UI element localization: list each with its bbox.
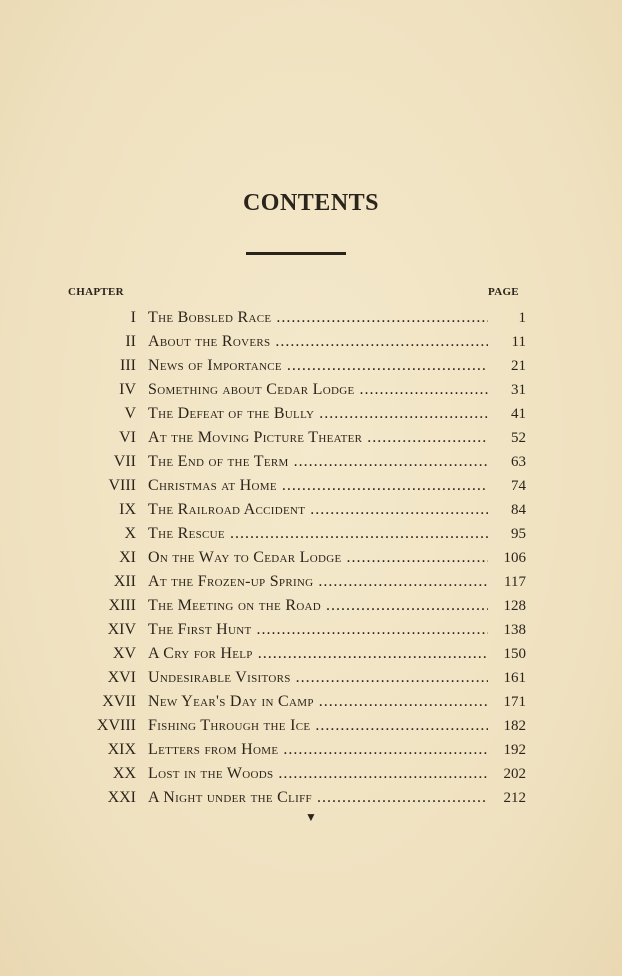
chapter-page: 171: [503, 694, 526, 710]
chapter-title: About the Rovers .....: [148, 330, 488, 354]
chapter-page: 212: [503, 790, 526, 806]
chapter-title: The Railroad Accident .....: [148, 498, 488, 522]
toc-row: [0, 786, 622, 810]
chapter-title: The Bobsled Race .....: [148, 306, 488, 330]
toc-row: [0, 306, 622, 330]
toc-row: [0, 426, 622, 450]
chapter-number: XV: [112, 645, 136, 662]
chapter-title: Fishing Through the Ice .....: [148, 714, 488, 738]
toc-row: [0, 402, 622, 426]
toc-row: [0, 498, 622, 522]
chapter-number: XXI: [107, 789, 136, 806]
toc-row: [0, 450, 622, 474]
chapter-title: The First Hunt .....: [148, 618, 488, 642]
ornament-icon: ▼: [305, 810, 317, 824]
chapter-page: 106: [503, 550, 526, 566]
chapter-page: 11: [511, 334, 526, 350]
chapter-title: Something about Cedar Lodge .....: [148, 378, 488, 402]
chapter-page: 202: [503, 766, 526, 782]
chapter-title: A Night under the Cliff .....: [148, 786, 488, 810]
toc-row: [0, 642, 622, 666]
toc-row: [0, 690, 622, 714]
toc-row: [0, 762, 622, 786]
toc-row: [0, 354, 622, 378]
chapter-title: Christmas at Home .....: [148, 474, 488, 498]
chapter-number: XIV: [107, 621, 136, 638]
chapter-page: 95: [511, 526, 526, 542]
chapter-page: 192: [503, 742, 526, 758]
page-column-header: PAGE: [488, 286, 519, 298]
chapter-number: XX: [112, 765, 136, 782]
chapter-number: XIII: [108, 597, 136, 614]
chapter-page: 31: [511, 382, 526, 398]
toc-row: [0, 618, 622, 642]
chapter-page: 63: [511, 454, 526, 470]
chapter-number: VI: [119, 429, 136, 446]
chapter-title: The End of the Term .....: [148, 450, 488, 474]
chapter-title: Letters from Home .....: [148, 738, 488, 762]
chapter-title: News of Importance .....: [148, 354, 488, 378]
chapter-title: New Year's Day in Camp .....: [148, 690, 488, 714]
chapter-page: 21: [511, 358, 526, 374]
chapter-title: At the Moving Picture Theater .....: [148, 426, 488, 450]
chapter-number: XVII: [102, 693, 136, 710]
toc-row: [0, 594, 622, 618]
chapter-page: 84: [511, 502, 526, 518]
chapter-number: XVI: [107, 669, 136, 686]
chapter-number: VII: [113, 453, 136, 470]
toc-row: [0, 570, 622, 594]
toc-row: [0, 714, 622, 738]
chapter-number: V: [124, 405, 136, 422]
chapter-page: 52: [511, 430, 526, 446]
chapter-page: 138: [503, 622, 526, 638]
toc-row: [0, 522, 622, 546]
page-title: CONTENTS: [242, 190, 380, 216]
chapter-number: I: [130, 309, 136, 326]
toc-row: [0, 738, 622, 762]
chapter-number: XII: [113, 573, 136, 590]
chapter-title: At the Frozen-up Spring .....: [148, 570, 488, 594]
chapter-page: 150: [503, 646, 526, 662]
chapter-title: A Cry for Help .....: [148, 642, 488, 666]
chapter-title: Undesirable Visitors .....: [148, 666, 488, 690]
chapter-number: X: [124, 525, 136, 542]
chapter-number: III: [120, 357, 136, 374]
chapter-page: 1: [518, 310, 526, 326]
chapter-page: 41: [511, 406, 526, 422]
chapter-title: On the Way to Cedar Lodge .....: [148, 546, 488, 570]
toc-row: [0, 546, 622, 570]
chapter-page: 74: [511, 478, 526, 494]
toc-row: [0, 378, 622, 402]
chapter-number: XVIII: [96, 717, 136, 734]
chapter-number: VIII: [108, 477, 136, 494]
chapter-number: IV: [119, 381, 136, 398]
toc-row: [0, 474, 622, 498]
chapter-title: The Meeting on the Road .....: [148, 594, 488, 618]
chapter-page: 161: [503, 670, 526, 686]
chapter-number: IX: [119, 501, 136, 518]
chapter-title: Lost in the Woods .....: [148, 762, 488, 786]
chapter-page: 128: [503, 598, 526, 614]
toc-row: [0, 666, 622, 690]
chapter-number: XI: [119, 549, 136, 566]
chapter-column-header: CHAPTER: [68, 286, 124, 298]
chapter-number: II: [125, 333, 136, 350]
chapter-page: 182: [503, 718, 526, 734]
chapter-title: The Defeat of the Bully .....: [148, 402, 488, 426]
toc-row: [0, 330, 622, 354]
chapter-number: XIX: [107, 741, 136, 758]
chapter-title: The Rescue .....: [148, 522, 488, 546]
title-rule: [246, 252, 346, 255]
chapter-page: 117: [504, 574, 526, 590]
